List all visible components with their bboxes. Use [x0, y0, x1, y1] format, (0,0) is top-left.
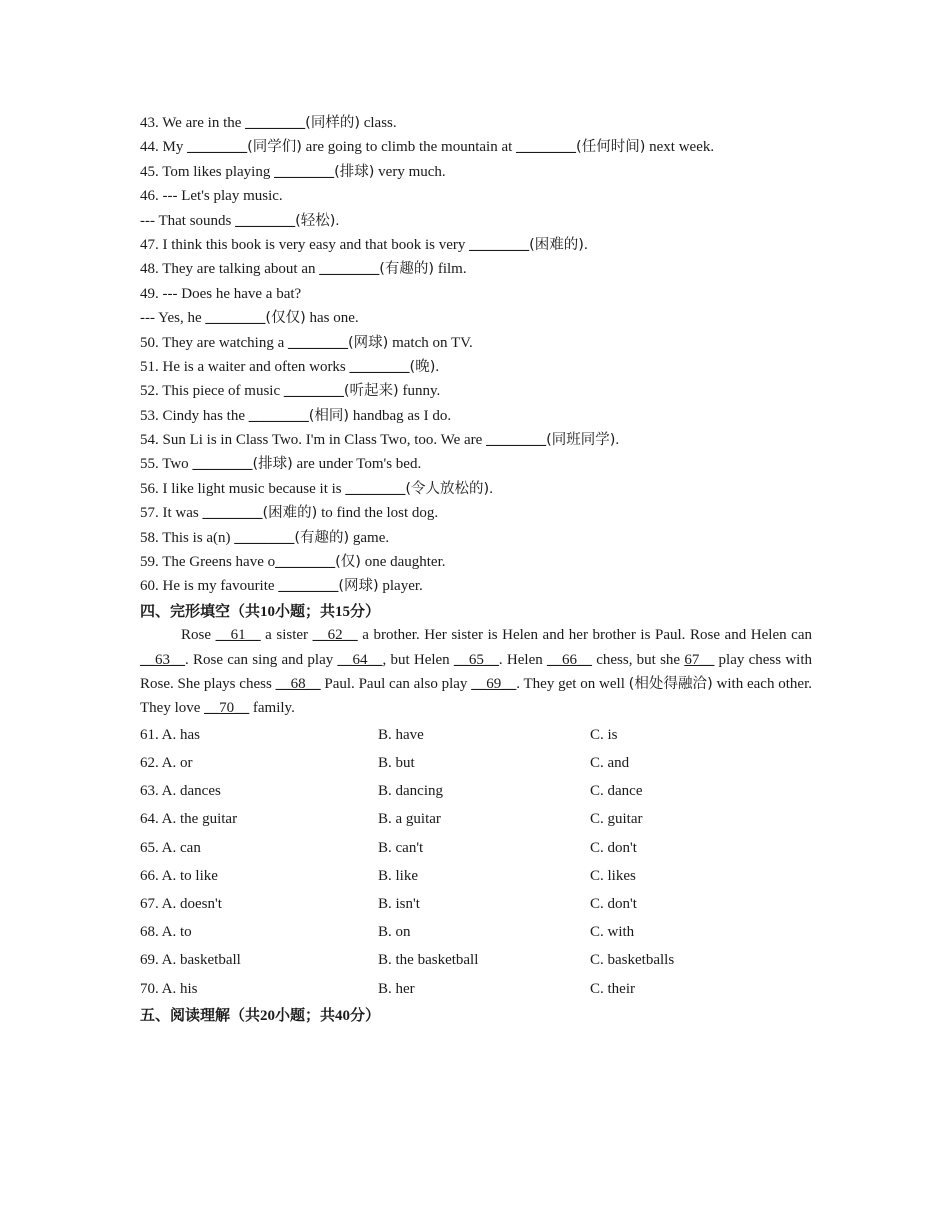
- option-a: 61. A. has: [140, 726, 200, 743]
- chinese-hint: (轻松): [295, 212, 336, 229]
- option-c: C. dance: [590, 783, 643, 800]
- chinese-hint: (仅): [335, 554, 361, 571]
- question-text: 54. Sun Li is in Class Two. I'm in Class Two, too. We are: [140, 432, 487, 449]
- question-text: 53. Cindy has the: [140, 407, 249, 424]
- option-b: B. dancing: [378, 783, 443, 800]
- answer-blank: ________: [275, 554, 336, 571]
- answer-blank: ________: [235, 212, 296, 229]
- question-line: [140, 111, 812, 135]
- answer-blank: ________: [319, 261, 380, 278]
- option-b: B. her: [378, 980, 415, 997]
- option-c: C. is: [590, 726, 618, 743]
- answer-blank: ________: [469, 236, 530, 253]
- question-line: [140, 379, 812, 403]
- chinese-hint: (网球): [348, 334, 389, 351]
- question-text: 49. --- Does he have a bat?: [140, 285, 302, 302]
- option-row: [140, 918, 812, 946]
- option-a: 65. A. can: [140, 839, 201, 856]
- question-line: [140, 428, 812, 452]
- option-b: B. like: [378, 867, 418, 884]
- option-a: 67. A. doesn't: [140, 895, 222, 912]
- blank-62: __62__: [312, 627, 358, 644]
- chinese-hint: (有趣的): [294, 529, 350, 546]
- question-text: player.: [378, 578, 423, 595]
- question-line: [140, 404, 812, 428]
- answer-blank: ________: [345, 480, 406, 497]
- heading-text: 小题；共: [275, 1005, 336, 1024]
- question-text: 57. It was: [140, 505, 203, 522]
- question-text: class.: [359, 115, 397, 131]
- heading-text: 四、完形填空（共: [140, 601, 261, 620]
- option-b: B. can't: [378, 839, 424, 856]
- cloze-options: [140, 721, 812, 1003]
- chinese-hint: (同学们): [247, 139, 302, 156]
- option-b: B. but: [378, 755, 415, 772]
- question-text: 44. My: [140, 139, 188, 156]
- question-line: [140, 257, 812, 281]
- question-line: [140, 306, 812, 330]
- question-line: [140, 233, 812, 257]
- option-a: 69. A. basketball: [140, 952, 241, 969]
- answer-blank: ________: [245, 115, 306, 131]
- option-b: B. have: [378, 726, 424, 743]
- question-text: 60. He is my favourite: [140, 578, 279, 595]
- chinese-hint: (困难的): [262, 505, 318, 522]
- blank-70: __70__: [204, 700, 250, 717]
- option-b: B. a guitar: [378, 811, 441, 828]
- cloze-passage: Rose __61__ a sister __62__ a brother. Her sister is Helen and her brother is Paul. Rose and Helen can __63__. Rose can sing and play __64__, but Helen __65__. Helen __66__ chess, but she 67__ play chess with Rose. She plays chess __68__ Paul. Paul can also play __69__. They get on well (相处得融洽) with each other. They love __70__ family.: [140, 627, 813, 717]
- option-row: [140, 946, 812, 974]
- question-text: .: [615, 432, 620, 449]
- chinese-hint: (听起来): [343, 383, 399, 400]
- question-text: are going to climb the mountain at: [301, 139, 517, 156]
- question-text: 45. Tom likes playing: [140, 163, 275, 180]
- question-text: to find the lost dog.: [317, 505, 439, 522]
- option-a: 63. A. dances: [140, 783, 221, 800]
- question-text: 58. This is a(n): [140, 529, 235, 546]
- option-a: 62. A. or: [140, 755, 193, 772]
- chinese-hint: (排球): [252, 456, 293, 473]
- question-text: 47. I think this book is very easy and that book is very: [140, 236, 470, 253]
- question-text: 50. They are watching a: [140, 334, 289, 351]
- option-row: [140, 834, 812, 862]
- answer-blank: ________: [516, 139, 577, 156]
- option-row: [140, 721, 812, 749]
- blank-69: __69__: [471, 676, 517, 693]
- option-c: C. their: [590, 980, 635, 997]
- heading-text: 分）: [350, 1005, 381, 1024]
- chinese-hint: (相同): [308, 407, 350, 424]
- option-row: [140, 777, 812, 805]
- blank-67: 67__: [684, 651, 715, 668]
- option-a: 68. A. to: [140, 924, 192, 941]
- answer-blank: ________: [288, 334, 349, 351]
- option-c: C. and: [590, 755, 630, 772]
- option-row: [140, 749, 812, 777]
- option-a: 66. A. to like: [140, 867, 218, 884]
- question-text: one daughter.: [360, 554, 446, 571]
- question-text: handbag as I do.: [349, 407, 452, 424]
- option-c: C. with: [590, 924, 635, 941]
- answer-blank: ________: [234, 529, 295, 546]
- chinese-hint: (同班同学): [546, 432, 616, 449]
- blank-61: __61__: [215, 627, 261, 644]
- heading-text: 小题；共: [275, 601, 336, 620]
- section-four-heading: [140, 599, 812, 623]
- question-text: .: [435, 358, 440, 375]
- option-c: C. likes: [590, 867, 636, 884]
- option-c: C. don't: [590, 895, 637, 912]
- question-text: 56. I like light music because it is: [140, 480, 346, 497]
- question-text: .: [335, 212, 340, 229]
- question-text: match on TV.: [388, 334, 473, 351]
- question-line: [140, 452, 812, 476]
- question-text: .: [489, 480, 493, 497]
- question-text: film.: [434, 261, 467, 278]
- question-line: [140, 209, 812, 233]
- question-text: --- Yes, he: [140, 310, 206, 327]
- chinese-hint: (有趣的): [379, 261, 435, 278]
- option-a: 64. A. the guitar: [140, 811, 238, 828]
- chinese-hint: (同样的): [305, 115, 360, 131]
- heading-text: 五、阅读理解（共: [140, 1005, 261, 1024]
- heading-number: 20: [260, 1007, 276, 1024]
- question-text: 46. --- Let's play music.: [140, 188, 283, 205]
- option-b: B. isn't: [378, 895, 420, 912]
- question-text: 48. They are talking about an: [140, 261, 320, 278]
- question-text: 52. This piece of music: [140, 383, 284, 400]
- section-five-heading: [140, 1003, 812, 1027]
- option-row: [140, 975, 812, 1003]
- blank-63: __63__: [140, 651, 185, 668]
- answer-blank: ________: [274, 163, 335, 180]
- answer-blank: ________: [248, 407, 309, 424]
- question-line: [140, 331, 812, 355]
- answer-blank: ________: [202, 505, 263, 522]
- blank-65: __65__: [453, 651, 499, 668]
- answer-blank: ________: [283, 383, 344, 400]
- question-line: [140, 574, 812, 598]
- question-text: has one.: [305, 310, 359, 327]
- heading-number: 10: [260, 603, 276, 620]
- question-line: [140, 501, 812, 525]
- answer-blank: ________: [486, 432, 547, 449]
- question-line: [140, 526, 812, 550]
- question-line: [140, 160, 812, 184]
- option-b: B. on: [378, 924, 411, 941]
- option-a: 70. A. his: [140, 980, 198, 997]
- question-line: [140, 355, 812, 379]
- option-row: [140, 890, 812, 918]
- chinese-hint: (仅仅): [265, 310, 306, 327]
- option-c: C. don't: [590, 839, 637, 856]
- option-row: [140, 862, 812, 890]
- question-text: very much.: [374, 163, 446, 180]
- blank-64: __64__: [337, 651, 383, 668]
- vocabulary-questions: [140, 111, 812, 599]
- answer-blank: ________: [192, 456, 253, 473]
- worksheet-content: [140, 111, 812, 1027]
- answer-blank: ________: [278, 578, 339, 595]
- chinese-hint: (困难的): [529, 236, 584, 253]
- blank-68: __68__: [275, 676, 321, 693]
- answer-blank: ________: [205, 310, 266, 327]
- question-line: [140, 135, 812, 159]
- question-line: [140, 184, 812, 208]
- answer-blank: ________: [187, 139, 248, 156]
- question-text: 51. He is a waiter and often works: [140, 358, 350, 375]
- option-c: C. guitar: [590, 811, 643, 828]
- heading-number: 15: [335, 603, 351, 620]
- answer-blank: ________: [349, 358, 410, 375]
- question-text: funny.: [398, 383, 441, 400]
- option-b: B. the basketball: [378, 952, 479, 969]
- question-line: [140, 477, 812, 501]
- chinese-hint: (令人放松的): [405, 480, 490, 497]
- question-text: .: [583, 236, 588, 253]
- option-row: [140, 805, 812, 833]
- question-text: next week.: [645, 139, 715, 156]
- chinese-hint: (晚): [409, 358, 436, 375]
- question-line: [140, 282, 812, 306]
- question-text: are under Tom's bed.: [292, 456, 422, 473]
- heading-text: 分）: [350, 601, 381, 620]
- chinese-hint: (任何时间): [576, 139, 646, 156]
- option-c: C. basketballs: [590, 952, 675, 969]
- question-text: 55. Two: [140, 456, 193, 473]
- question-text: 59. The Greens have o: [140, 554, 276, 571]
- blank-66: __66__: [546, 651, 592, 668]
- chinese-hint: (排球): [334, 163, 375, 180]
- chinese-hint: (网球): [338, 578, 379, 595]
- heading-number: 40: [335, 1007, 351, 1024]
- question-text: --- That sounds: [140, 212, 236, 229]
- question-text: game.: [349, 529, 390, 546]
- question-line: [140, 550, 812, 574]
- question-text: 43. We are in the: [140, 115, 246, 131]
